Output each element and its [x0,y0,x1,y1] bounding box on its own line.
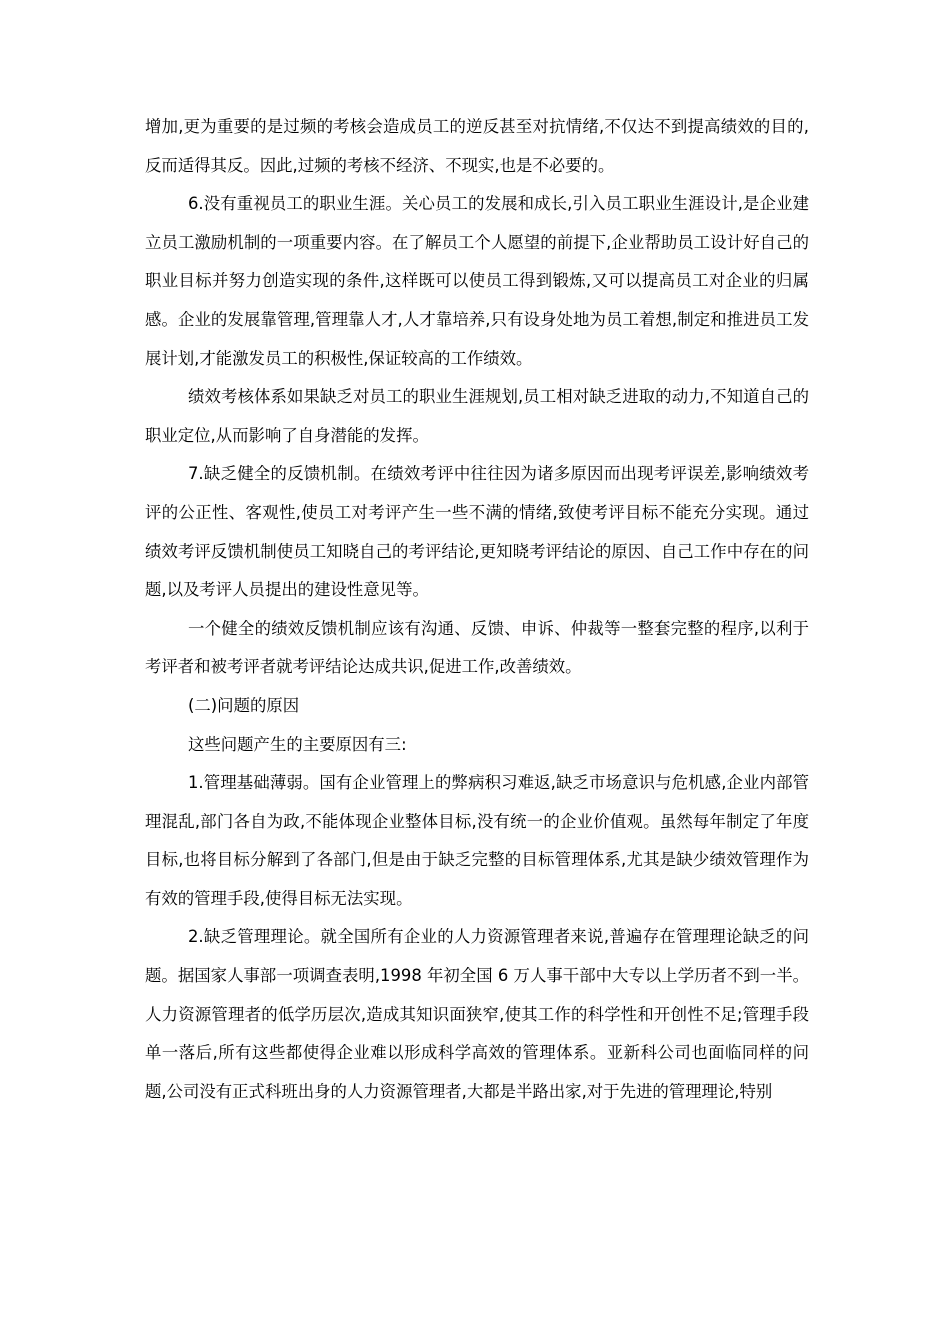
paragraph-continuation: 增加,更为重要的是过频的考核会造成员工的逆反甚至对抗情绪,不仅达不到提高绩效的目的,反而适得其反。因此,过频的考核不经济、不现实,也是不必要的。 [145,117,809,175]
paragraph-feedback-procedure: 一个健全的绩效反馈机制应该有沟通、反馈、申诉、仲裁等一整套完整的程序,以利于考评者和被考评者就考评结论达成共识,促进工作,改善绩效。 [145,618,809,677]
paragraph-feedback-mechanism: 7.缺乏健全的反馈机制。在绩效考评中往往因为诸多原因而出现考评误差,影响绩效考评的公正性、客观性,使员工对考评产生一些不满的情绪,致使考评目标不能充分实现。通过绩效考评反馈机制使员工知晓自己的考评结论,更知晓考评结论的原因、自己工作中存在的问题,以及考评人员提出的建设性意见等。 [145,464,809,600]
paragraph-weak-foundation: 1.管理基础薄弱。国有企业管理上的弊病积习难返,缺乏市场意识与危机感,企业内部管理混乱,部门各自为政,不能体现企业整体目标,没有统一的企业价值观。虽然每年制定了年度目标,也将目标分解到了各部门,但是由于缺乏完整的目标管理体系,尤其是缺少绩效管理作为有效的管理手段,使得目标无法实现。 [145,773,809,908]
paragraph-causes-intro: 这些问题产生的主要原因有三: [188,734,407,754]
section-heading-causes: (二)问题的原因 [188,695,300,715]
paragraph-career-planning: 绩效考核体系如果缺乏对员工的职业生涯规划,员工相对缺乏进取的动力,不知道自己的职业定位,从而影响了自身潜能的发挥。 [145,387,809,445]
paragraph-career-development: 6.没有重视员工的职业生涯。关心员工的发展和成长,引入员工职业生涯设计,是企业建立员工激励机制的一项重要内容。在了解员工个人愿望的前提下,企业帮助员工设计好自己的职业目标并努力创造实现的条件,这样既可以使员工得到锻炼,又可以提高员工对企业的归属感。企业的发展靠管理,管理靠人才,人才靠培养,只有设身处地为员工着想,制定和推进员工发展计划,才能激发员工的积极性,保证较高的工作绩效。 [145,194,809,368]
paragraph-lack-of-theory: 2.缺乏管理理论。就全国所有企业的人力资源管理者来说,普遍存在管理理论缺乏的问题。据国家人事部一项调查表明,1998 年初全国 6 万人事干部中大专以上学历者不到一半。人力资源管理者的低学历层次,造成其知识面狭窄,使其工作的科学性和开创性不足;管理手段单一落后,所有这些都使得企业难以形成科学高效的管理体系。亚新科公司也面临同样的问题,公司没有正式科班出身的人力资源管理者,大都是半路出家,对于先进的管理理论,特别 [145,927,809,1101]
body-text [145,108,809,1111]
